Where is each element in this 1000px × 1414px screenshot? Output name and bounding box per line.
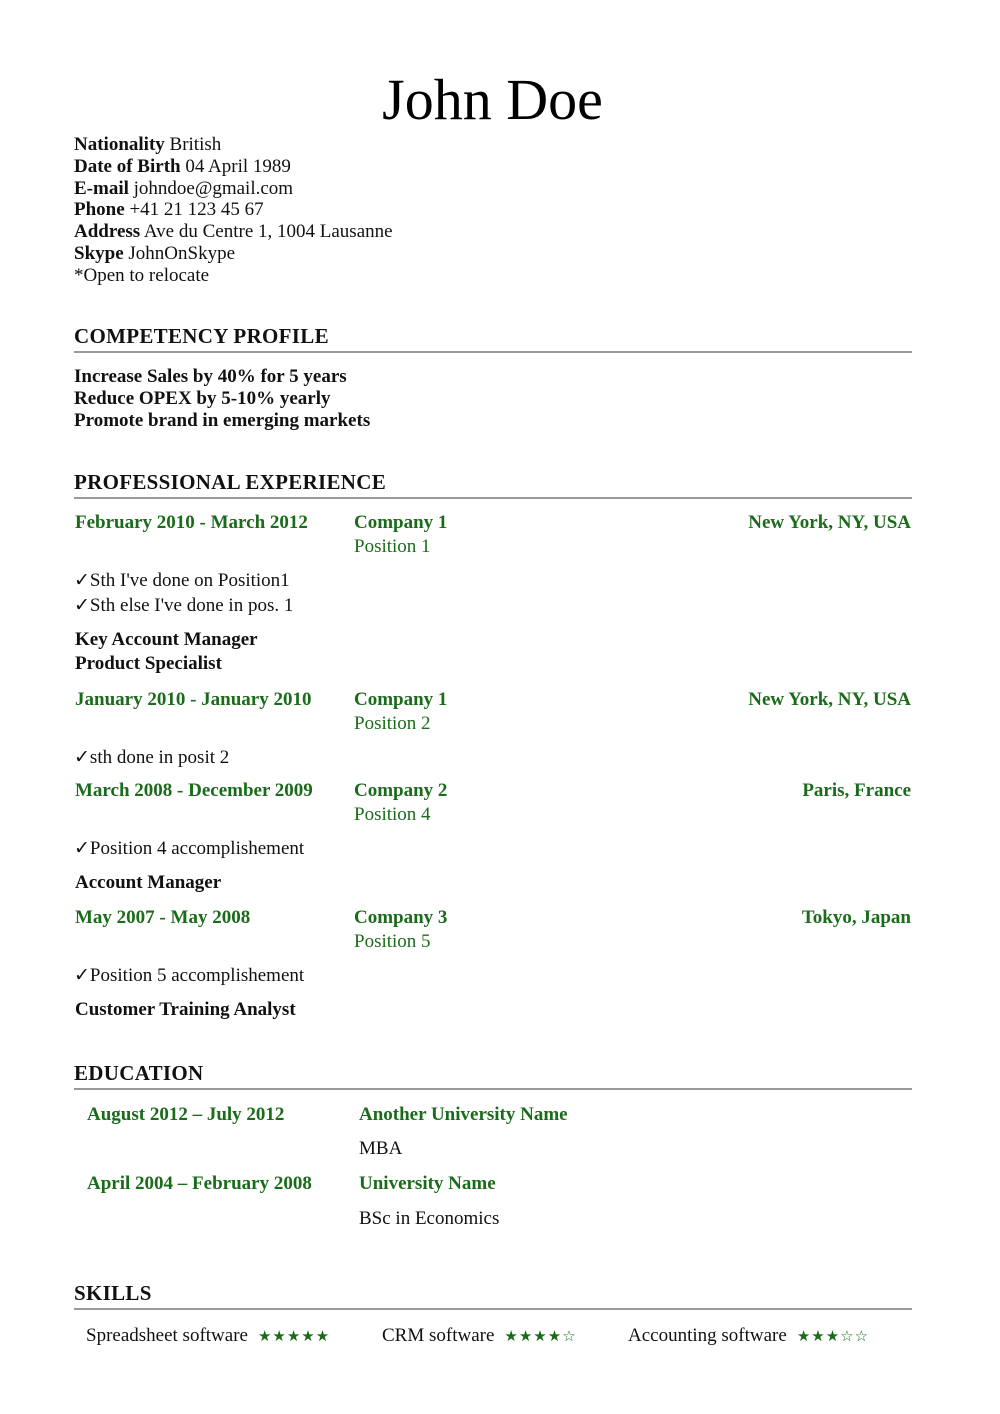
- job-accomplishment: ✓Sth I've done on Position1: [74, 570, 290, 591]
- field-value: 04 April 1989: [185, 155, 291, 177]
- job-accomplishment: ✓Sth else I've done in pos. 1: [74, 595, 294, 616]
- job-title: Customer Training Analyst: [75, 999, 296, 1020]
- job-dates: February 2010 - March 2012: [75, 512, 308, 533]
- star-rating-icon: ★★★★☆: [504, 1327, 577, 1345]
- skill-item: [628, 1325, 869, 1347]
- field-label: Address: [74, 221, 141, 243]
- section-title-education: EDUCATION: [74, 1061, 912, 1090]
- job-position: Position 5: [354, 931, 431, 952]
- job-accomplishment: ✓Position 5 accomplishement: [74, 965, 305, 986]
- field-label: Skype: [74, 242, 124, 264]
- field-label: E-mail: [74, 177, 129, 199]
- personal-phone: [74, 199, 393, 221]
- job-position: Position 4: [354, 804, 431, 825]
- job-company: Company 1: [354, 512, 448, 533]
- education-school: University Name: [359, 1173, 496, 1194]
- education-degree: BSc in Economics: [359, 1208, 500, 1229]
- skill-item: [86, 1325, 330, 1347]
- personal-skype: [74, 243, 393, 265]
- job-dates: January 2010 - January 2010: [75, 689, 312, 710]
- competency-list: [74, 366, 370, 431]
- job-location: New York, NY, USA: [748, 512, 911, 533]
- education-school: Another University Name: [359, 1104, 568, 1125]
- personal-email: [74, 178, 393, 200]
- field-value: Ave du Centre 1, 1004 Lausanne: [143, 221, 393, 243]
- candidate-name: John Doe: [382, 67, 603, 132]
- competency-item: Reduce OPEX by 5-10% yearly: [74, 387, 331, 409]
- job-company: Company 3: [354, 907, 448, 928]
- job-location: Paris, France: [802, 780, 911, 801]
- field-value: British: [169, 134, 222, 155]
- job-title: Key Account Manager: [75, 629, 258, 650]
- skill-item: [382, 1325, 577, 1347]
- competency-item: Promote brand in emerging markets: [74, 409, 371, 431]
- relocate-note: *Open to relocate: [74, 264, 210, 286]
- job-title: Account Manager: [75, 872, 222, 893]
- personal-dob: [74, 156, 393, 178]
- star-rating-icon: ★★★★★: [257, 1327, 331, 1345]
- job-company: Company 2: [354, 780, 448, 801]
- skill-name: Spreadsheet software: [86, 1325, 248, 1346]
- personal-address: [74, 221, 393, 243]
- section-title-skills: SKILLS: [74, 1281, 912, 1310]
- field-label: Date of Birth: [74, 155, 181, 177]
- field-value: JohnOnSkype: [128, 242, 236, 264]
- job-accomplishment: ✓Position 4 accomplishement: [74, 838, 305, 859]
- job-title: Product Specialist: [75, 653, 222, 674]
- job-accomplishment: ✓sth done in posit 2: [74, 747, 230, 768]
- personal-nationality: [74, 134, 393, 156]
- field-label: Phone: [74, 199, 125, 221]
- field-value: +41 21 123 45 67: [129, 199, 264, 221]
- personal-details: [74, 134, 393, 287]
- competency-item: Increase Sales by 40% for 5 years: [74, 366, 347, 387]
- field-value: johndoe@gmail.com: [133, 177, 294, 199]
- job-location: New York, NY, USA: [748, 689, 911, 710]
- job-dates: March 2008 - December 2009: [75, 780, 313, 801]
- education-dates: April 2004 – February 2008: [87, 1173, 312, 1194]
- star-rating-icon: ★★★☆☆: [796, 1327, 870, 1345]
- section-title-competency: COMPETENCY PROFILE: [74, 324, 912, 353]
- education-degree: MBA: [359, 1138, 403, 1159]
- section-title-experience: PROFESSIONAL EXPERIENCE: [74, 470, 912, 499]
- job-location: Tokyo, Japan: [801, 907, 911, 928]
- job-position: Position 1: [354, 536, 431, 557]
- job-company: Company 1: [354, 689, 448, 710]
- skill-name: Accounting software: [628, 1325, 787, 1346]
- skill-name: CRM software: [382, 1325, 495, 1346]
- job-position: Position 2: [354, 713, 431, 734]
- field-label: Nationality: [74, 134, 165, 155]
- education-dates: August 2012 – July 2012: [87, 1104, 285, 1125]
- job-dates: May 2007 - May 2008: [75, 907, 251, 928]
